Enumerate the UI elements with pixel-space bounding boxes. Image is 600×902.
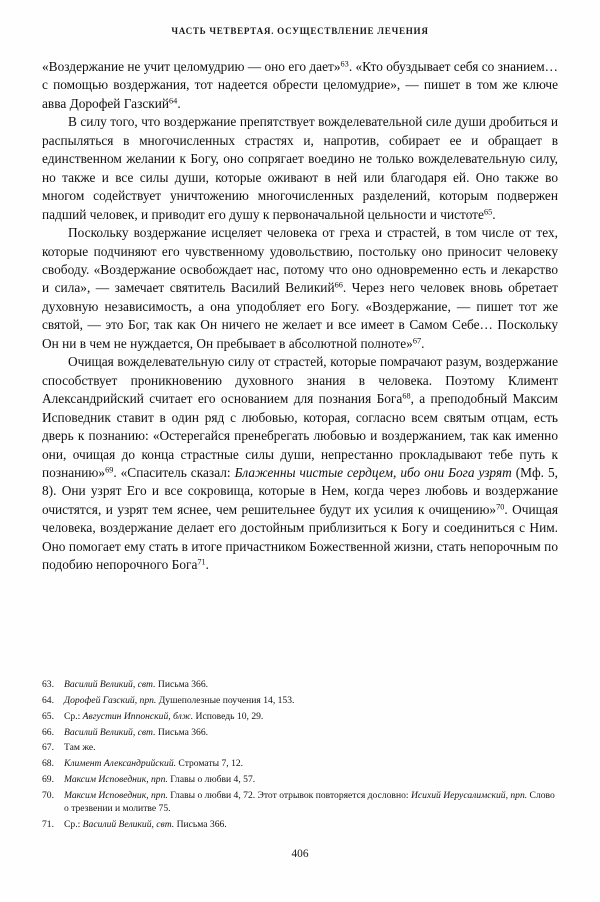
footnote-item [42,710,558,724]
footnote-number: 68. [42,758,54,770]
footnote-item [42,741,558,755]
footnote-item [42,726,558,740]
footnote-text: Максим Исповедник, прп. Главы о любви 4, 72. Этот отрывок повторяется дословно: Исихий Иерусалимский, прп. Слово о трезвении и молитве 75. [64,789,555,815]
footnote-item [42,789,558,816]
footnote-number: 70. [42,789,54,801]
footnote-text: Ср.: Василий Великий, свт. Письма 366. [64,819,227,831]
footnote-number: 64. [42,694,54,706]
paragraph: Поскольку воздержание исцеляет человека от греха и страстей, в том числе от тех, которые подчиняют его чувственному удовольствию, постольку оно приносит человеку свободу. «Воздержание освобождает нас, потому что оно одновременно есть и лекарство и сила», — замечает святитель Василий Великий$^{66}$. Через него человек вновь обретает духовную независимость, а она уподобляет его Богу. «Воздержание, — пишет тот же святой, — это Бог, так как Он ничего не желает и все имеет в Самом Себе… Поскольку Он ни в чем не нуждается, Он пребывает в абсолютной полноте»$^{67}$. [42,225,558,351]
paragraph: В силу того, что воздержание препятствует вожделевательной силе души дробиться и распыляться в многочисленных страстях и, напротив, собирает ее и обращает в единственном желании к Богу, оно сопрягает воедино не только вожделевательную силу, но также и все силы души, которые оживают в ней или благодаря ей. Оно также во многом содействует уничтожению многочисленных разделений, которым подвержен падший человек, и приводит его душу к первоначальной цельности и чистоте$^{65}$. [42,114,558,222]
footnote-item [42,678,558,692]
footnote-number: 65. [42,710,54,722]
footnote-item [42,818,558,832]
footnote-number: 67. [42,742,54,754]
footnote-text: Василий Великий, свт. Письма 366. [64,679,209,690]
body-text-block [42,58,558,575]
paragraph: Очищая вожделевательную силу от страстей, которые помрачают разум, воздержание способствует проникновению духовного знания в человека. Поэтому Климент Александрийский считает его основанием для познания Бога$^{68}$, а преподобный Максим Исповедник ставит в один ряд с любовью, которая, согласно всем святым отцам, есть дверь к познанию: «Остерегайся пренебрегать любовью и воздержанием, так как именно они, очищая до конца страстные силы души, непрестанно прокладывают тебе путь к познанию»$^{69}$. «Спаситель сказал: Блаженны чистые сердцем, ибо они Бога узрят (Мф. 5, 8). Они узрят Его и все сокровища, которые в Нем, когда через любовь и воздержание очистятся, и узрят тем яснее, чем решительнее будут их усилия к очищению»$^{70}$. Очищая человека, воздержание делает его достойным приблизиться к Богу и соединиться с Ним. Оно помогает ему стать в итоге причастником Божественной жизни, стать непорочным по подобию непорочного Бога$^{71}$. [42,354,559,573]
page-number: 406 [291,848,309,860]
footnote-number: 71. [42,819,54,831]
footnote-text: Там же. [64,742,96,754]
footnote-text: Максим Исповедник, прп. Главы о любви 4, 57. [64,774,256,786]
running-head: ЧАСТЬ ЧЕТВЕРТАЯ. ОСУЩЕСТВЛЕНИЕ ЛЕЧЕНИЯ [171,26,429,36]
footnote-list [42,678,558,834]
footnote-text: Климент Александрийский. Строматы 7, 12. [64,758,244,770]
footnote-item [42,773,558,787]
footnote-item [42,694,558,708]
footnote-text: Ср.: Августин Иппонский, блж. Исповедь 10, 29. [64,710,264,722]
footnote-item [42,757,558,771]
footnote-text: Василий Великий, свт. Письма 366. [64,726,209,738]
paragraph: «Воздержание не учит целомудрию — оно его дает»$^{63}$. «Кто обуздывает себя со знанием… с помощью воздержания, тот надеется обрести целомудрие», — пишет в том же ключе авва Дорофей Газский$^{64}$. [42,59,559,111]
footnote-number: 63. [42,679,54,690]
footnote-number: 66. [42,726,54,738]
footnote-text: Дорофей Газский, прп. Душеполезные поучения 14, 153. [64,694,295,706]
footnote-number: 69. [42,774,54,786]
